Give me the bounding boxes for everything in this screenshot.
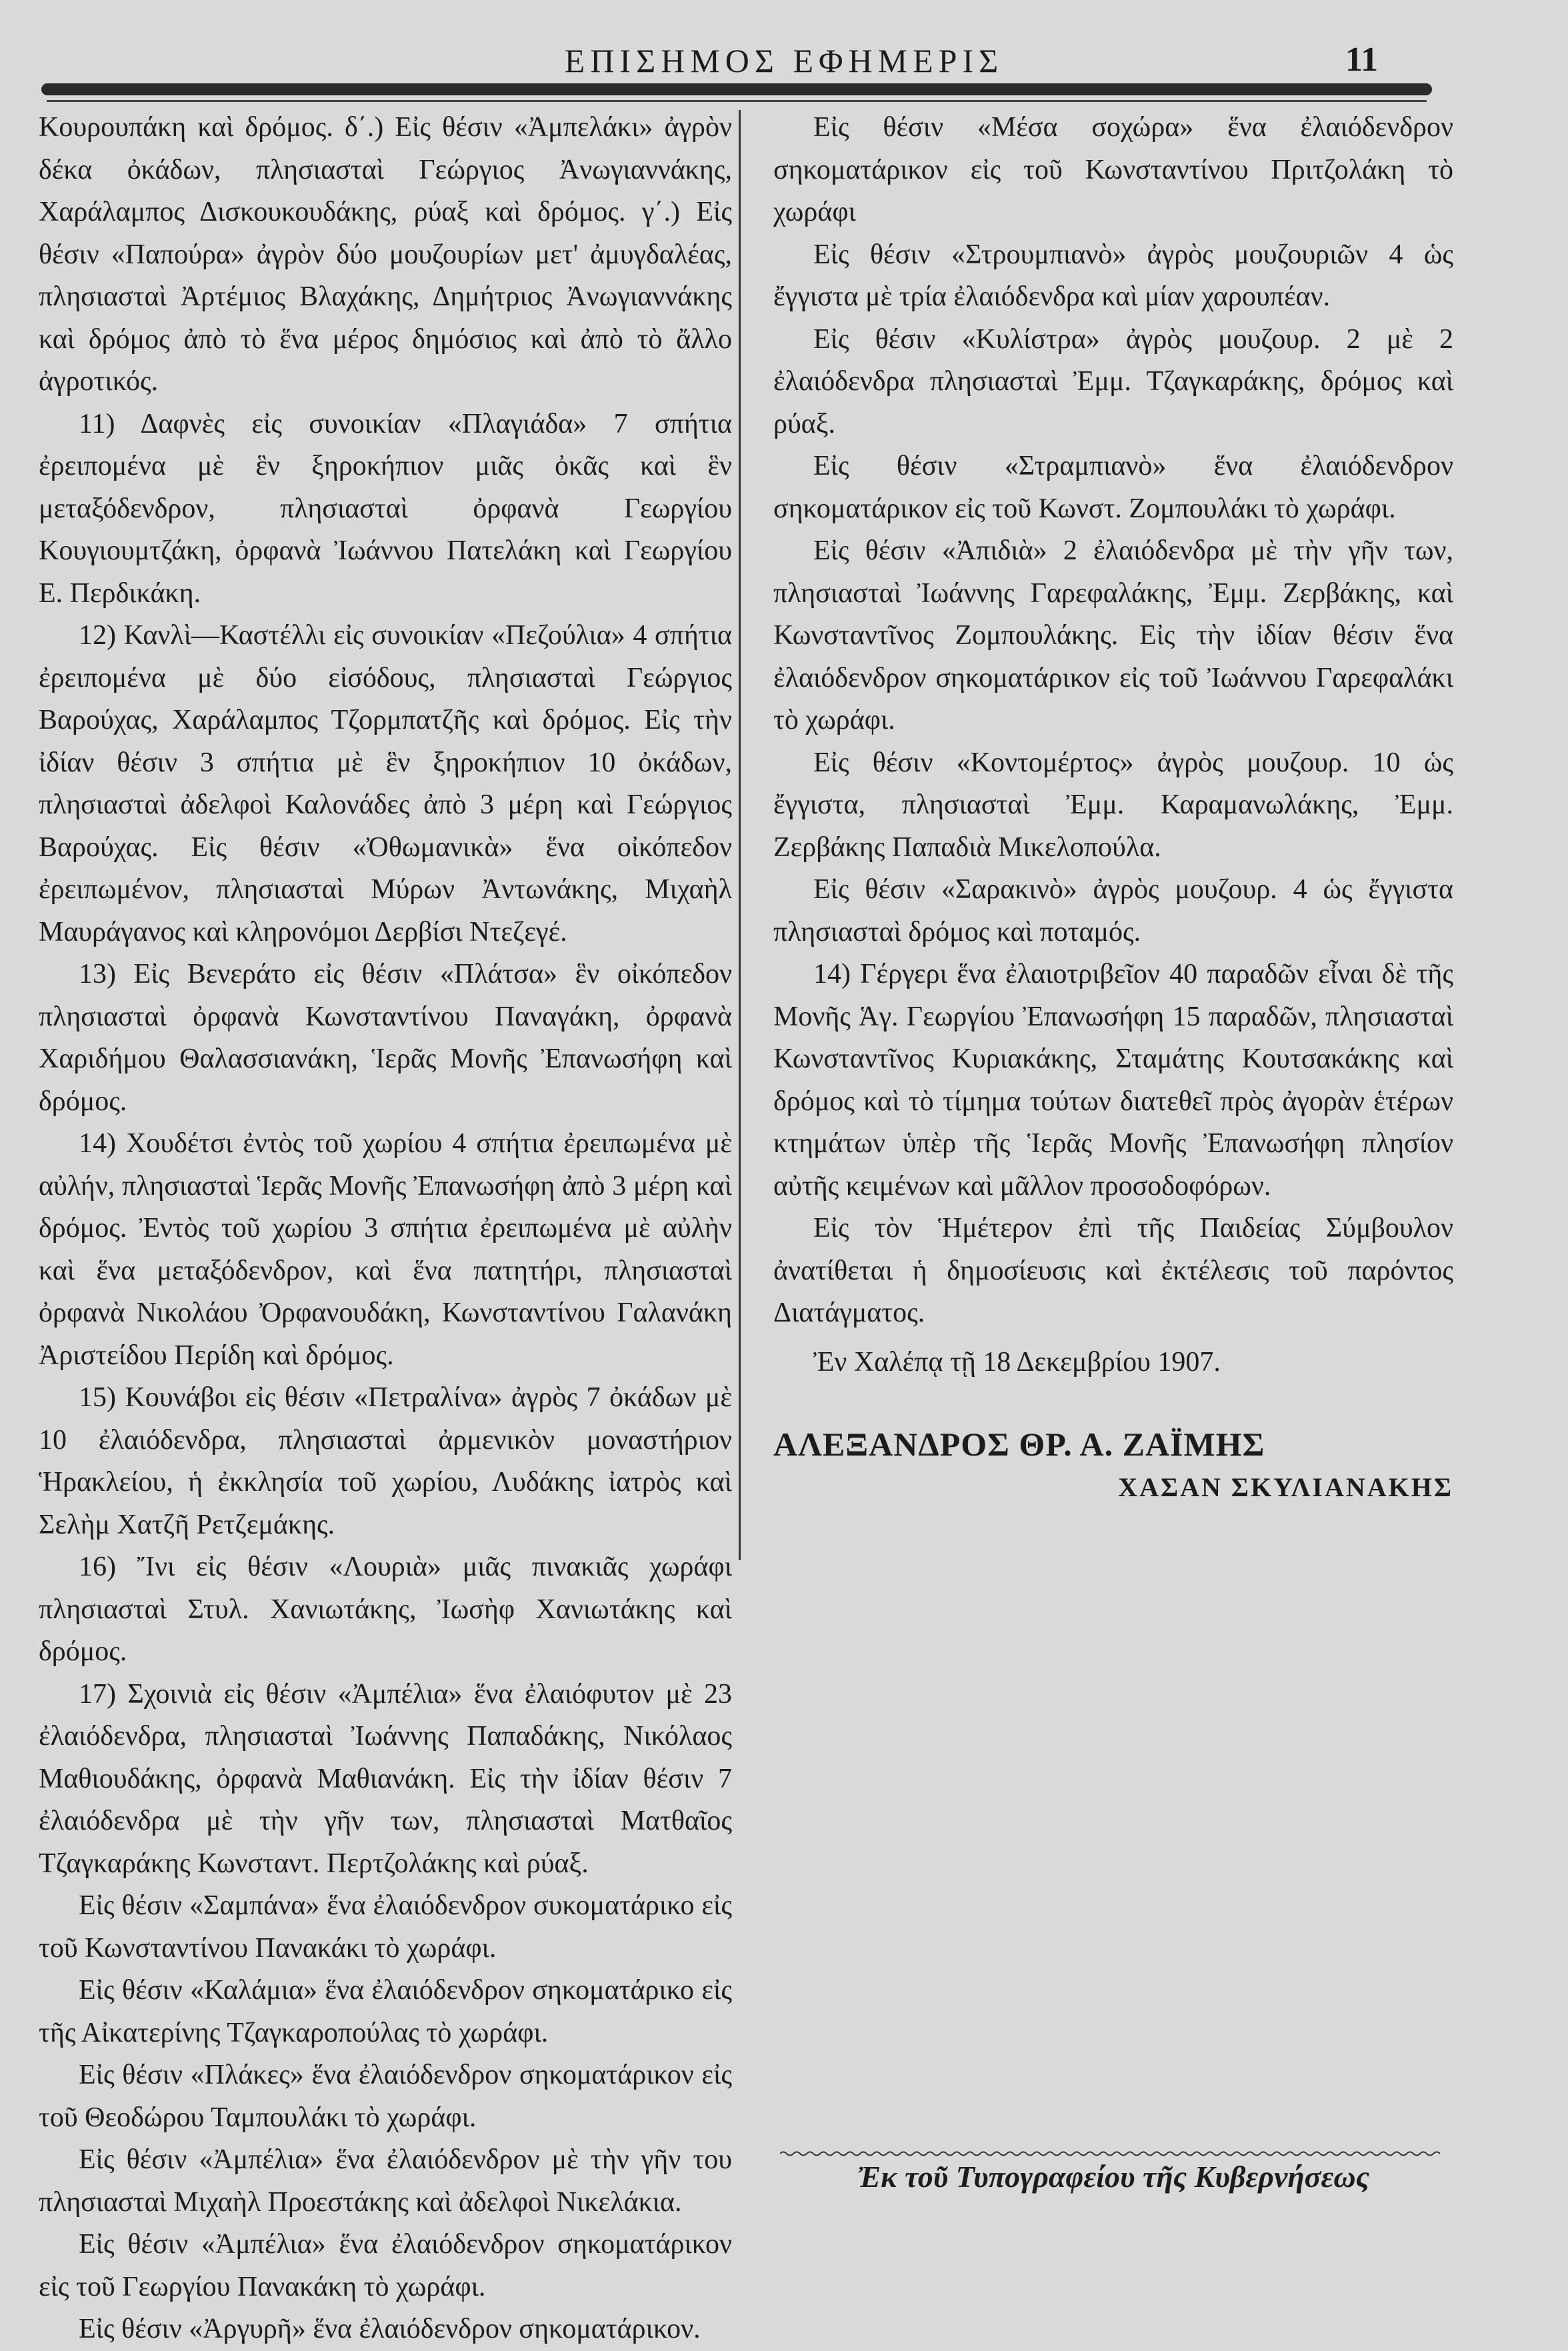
printer-imprint: Ἐκ τοῦ Τυπογραφείου τῆς Κυβερνήσεως [857,2160,1370,2194]
page-number: 11 [1345,41,1379,79]
newspaper-title: ΕΠΙΣΗΜΟΣ ΕΦΗΜΕΡΙΣ [564,42,1004,79]
right-column [773,107,1453,1508]
paragraph: Εἰς θέσιν «Ἀμπέλια» ἕνα ἐλαιόδενδρον μὲ τὴν γῆν του πλησιασταὶ Μιχαὴλ Προεστάκης καὶ ἀδελφοὶ Νικελάκια. [39,2144,732,2218]
paragraph: Κουρουπάκη καὶ δρόμος. δ΄.) Εἰς θέσιν «Ἀμπελάκι» ἀγρὸν δέκα ὀκάδων, πλησιασταὶ Γεώργιος Ἀνωγιαννάκης, Χαράλαμπος Δισκουκουδάκης, ρύαξ καὶ δρόμος. γ΄.) Εἰς θέσιν «Παπούρα» ἀγρὸν δύο μουζουρίων μετ' ἀμυγδαλέας, πλησιασταὶ Ἀρτέμιος Βλαχάκης, Δημήτριος Ἀνωγιαννάκης καὶ δρόμος ἀπὸ τὸ ἕνα μέρος δημόσιος καὶ ἀπὸ τὸ ἄλλο ἀγροτικός. [39,112,732,397]
paragraph: Εἰς θέσιν «Μέσα σοχώρα» ἕνα ἐλαιόδενδρον σηκοματάρικον εἰς τοῦ Κωνσταντίνου Πριτζολάκη τὸ χωράφι [773,112,1453,227]
paragraph: Εἰς θέσιν «Πλάκες» ἕνα ἐλαιόδενδρον σηκοματάρικον εἰς τοῦ Θεοδώρου Ταμπουλάκι τὸ χωράφι. [39,2060,732,2133]
header-rule [41,83,1432,95]
paragraph: Εἰς θέσιν «Κυλίστρα» ἀγρὸς μουζουρ. 2 μὲ 2 ἐλαιόδενδρα πλησιασταὶ Ἐμμ. Τζαγκαράκης, δρόμος καὶ ρύαξ. [773,323,1453,439]
signature-primary: ΑΛΕΞΑΝΔΡΟΣ ΘΡ. Α. ΖΑΪΜΗΣ [773,1426,1265,1463]
left-column [39,107,732,2351]
paragraph: 17) Σχοινιὰ εἰς θέσιν «Ἀμπέλια» ἕνα ἐλαιόφυτον μὲ 23 ἐλαιόδενδρα, πλησιασταὶ Ἰωάννης Παπαδάκης, Νικόλαος Μαθιουδάκης, ὀρφανὰ Μαθιανάκη. Εἰς τὴν ἰδίαν θέσιν 7 ἐλαιόδενδρα μὲ τὴν γῆν των, πλησιασταὶ Ματθαῖος Τζαγκαράκης Κωνσταντ. Περτζολάκης καὶ ρύαξ. [39,1678,732,1879]
paragraph: 12) Κανλὶ—Καστέλλι εἰς συνοικίαν «Πεζούλια» 4 σπήτια ἐρειπομένα μὲ δύο εἰσόδους, πλησιασταὶ Γεώργιος Βαρούχας, Χαράλαμπος Τζορμπατζῆς καὶ δρόμος. Εἰς τὴν ἰδίαν θέσιν 3 σπήτια μὲ ἓν ξηροκήπιον 10 ὀκάδων, πλησιασταὶ ἀδελφοὶ Καλονάδες ἀπὸ 3 μέρη καὶ Γεώργιος Βαρούχας. Εἰς θέσιν «Ὀθωμανικὰ» ἕνα οἰκόπεδον ἐρειπωμένον, πλησιασταὶ Μύρων Ἀντωνάκης, Μιχαὴλ Μαυράγανος καὶ κληρονόμοι Δερβίσι Ντεζεγέ. [39,620,732,947]
paragraph: Εἰς θέσιν «Στραμπιανὸ» ἕνα ἐλαιόδενδρον σηκοματάρικον εἰς τοῦ Κωνστ. Ζομπουλάκι τὸ χωράφι. [773,451,1453,524]
paragraph: Εἰς θέσιν «Στρουμπιανὸ» ἀγρὸς μουζουριῶν 4 ὡς ἔγγιστα μὲ τρία ἐλαιόδενδρα καὶ μίαν χαρουπέαν. [773,239,1453,312]
paragraph: 11) Δαφνὲς εἰς συνοικίαν «Πλαγιάδα» 7 σπήτια ἐρειπομένα μὲ ἓν ξηροκήπιον μιᾶς ὀκᾶς καὶ ἓν μεταξόδενδρον, πλησιασταὶ ὀρφανὰ Γεωργίου Κουγιουμτζάκη, ὀρφανὰ Ἰωάννου Πατελάκη καὶ Γεωργίου Ε. Περδικάκη. [39,408,732,609]
paragraph: Εἰς θέσιν «Σαμπάνα» ἕνα ἐλαιόδενδρον συκοματάρικο εἰς τοῦ Κωνσταντίνου Πανακάκι τὸ χωράφι. [39,1890,732,1964]
signature-secondary: ΧΑΣΑΝ ΣΚΥΛΙΑΝΑΚΗΣ [1118,1472,1453,1502]
paragraph: Εἰς τὸν Ἡμέτερον ἐπὶ τῆς Παιδείας Σύμβουλον ἀνατίθεται ἡ δημοσίευσις καὶ ἐκτέλεσις τοῦ παρόντος Διατάγματος. [773,1213,1453,1328]
paragraph: Εἰς θέσιν «Ἀργυρῆ» ἕνα ἐλαιόδενδρον σηκοματάρικον. [79,2314,701,2344]
paragraph: 14) Γέργερι ἕνα ἐλαιοτριβεῖον 40 παραδῶν εἶναι δὲ τῆς Μονῆς Ἁγ. Γεωργίου Ἐπανωσήφη 15 παραδῶν, πλησιασταὶ Κωνσταντῖνος Κυριακάκης, Σταμάτης Κουτσακάκης καὶ δρόμος καὶ τὸ τίμημα τούτων διατεθεῖ πρὸς ἀγορὰν ἑτέρων κτημάτων ὑπὲρ τῆς Ἱερᾶς Μονῆς Ἐπανωσήφη πλησίον αὐτῆς κειμένων καὶ μᾶλλον προσοδοφόρων. [773,959,1453,1202]
footer-wavy-rule [780,2150,1440,2157]
paragraph: 14) Χουδέτσι ἐντὸς τοῦ χωρίου 4 σπήτια ἐρειπωμένα μὲ αὐλήν, πλησιασταὶ Ἱερᾶς Μονῆς Ἐπανωσήφη ἀπὸ 3 μέρη καὶ δρόμος. Ἐντὸς τοῦ χωρίου 3 σπήτια ἐρειπωμένα μὲ αὐλὴν καὶ ἕνα μεταξόδενδρον, καὶ ἕνα πατητήρι, πλησιασταὶ ὀρφανὰ Νικολάου Ὀρφανουδάκη, Κωνσταντίνου Γαλανάκη Ἀριστείδου Περίδη καὶ δρόμος. [39,1128,732,1371]
paragraph: 16) Ἴνι εἰς θέσιν «Λουριὰ» μιᾶς πινακιᾶς χωράφι πλησιασταὶ Στυλ. Χανιωτάκης, Ἰωσὴφ Χανιωτάκης καὶ δρόμος. [39,1552,732,1667]
paragraph: Εἰς θέσιν «Ἀπιδιὰ» 2 ἐλαιόδενδρα μὲ τὴν γῆν των, πλησιασταὶ Ἰωάννης Γαρεφαλάκης, Ἐμμ. Ζερβάκης, καὶ Κωνσταντῖνος Ζομπουλάκης. Εἰς τὴν ἰδίαν θέσιν ἕνα ἐλαιόδενδρον σηκοματάρικον εἰς τοῦ Ἰωάννου Γαρεφαλάκι τὸ χωράφι. [773,535,1453,735]
paragraph: 15) Κουνάβοι εἰς θέσιν «Πετραλίνα» ἀγρὸς 7 ὀκάδων μὲ 10 ἐλαιόδενδρα, πλησιασταὶ ἀρμενικὸν μοναστήριον Ἡρακλείου, ἡ ἐκκλησία τοῦ χωρίου, Λυδάκης ἰατρὸς καὶ Σελὴμ Χατζῆ Ρετζεμάκης. [39,1382,732,1540]
column-divider [739,110,741,1560]
date-line: Ἐν Χαλέπᾳ τῇ 18 Δεκεμβρίου 1907. [813,1346,1221,1378]
paragraph: 13) Εἰς Βενεράτο εἰς θέσιν «Πλάτσα» ἓν οἰκόπεδον πλησιασταὶ ὀρφανὰ Κωνσταντίνου Παναγάκη, ὀρφανὰ Χαριδήμου Θαλασσιανάκη, Ἱερᾶς Μονῆς Ἐπανωσήφη καὶ δρόμος. [39,959,732,1117]
paragraph: Εἰς θέσιν «Κοντομέρτος» ἀγρὸς μουζουρ. 10 ὡς ἔγγιστα, πλησιασταὶ Ἐμμ. Καραμανωλάκης, Ἐμμ. Ζερβάκης Παπαδιὰ Μικελοπούλα. [773,747,1453,863]
paragraph: Εἰς θέσιν «Καλάμια» ἕνα ἐλαιόδενδρον σηκοματάρικο εἰς τῆς Αἰκατερίνης Τζαγκαροπούλας τὸ χωράφι. [39,1975,732,2048]
header-rule-thin [47,100,1427,102]
paragraph: Εἰς θέσιν «Σαρακινὸ» ἀγρὸς μουζουρ. 4 ὡς ἔγγιστα πλησιασταὶ δρόμος καὶ ποταμός. [773,874,1453,947]
paragraph: Εἰς θέσιν «Ἀμπέλια» ἕνα ἐλαιόδενδρον σηκοματάρικον εἰς τοῦ Γεωργίου Πανακάκη τὸ χωράφι. [39,2229,732,2302]
